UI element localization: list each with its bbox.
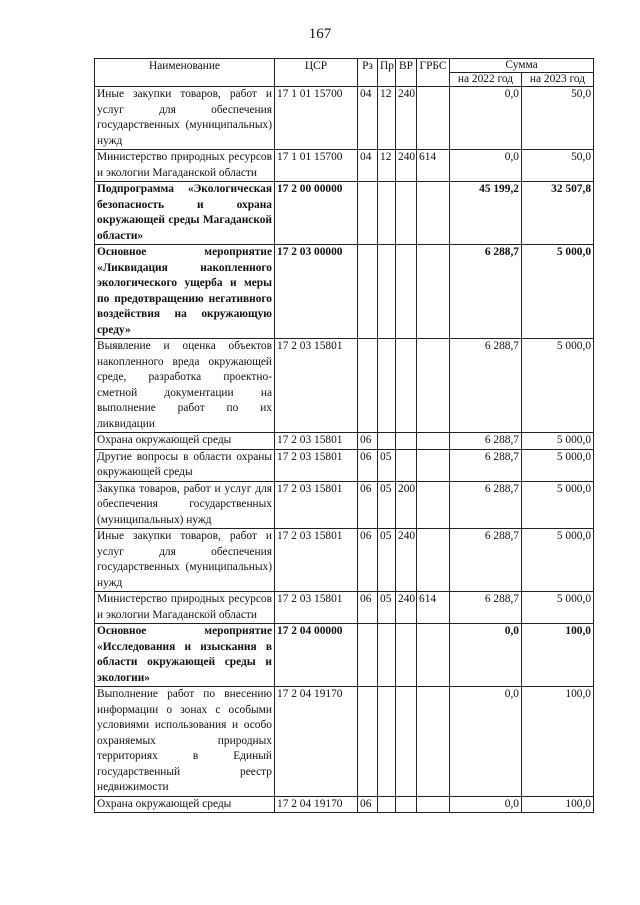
cell-grbs [417, 182, 450, 245]
cell-grbs [417, 87, 450, 150]
table-row [95, 687, 594, 797]
header-vr: ВР [396, 59, 417, 87]
cell-grbs [417, 245, 450, 339]
cell-name: Иные закупки товаров, работ и услуг для обеспечения государственных (муниципальных) нужд [95, 87, 275, 150]
cell-vr: 200 [396, 481, 417, 529]
cell-pr [378, 339, 396, 433]
table-row [95, 592, 594, 624]
page-number: 167 [308, 26, 332, 42]
cell-rz: 06 [358, 796, 378, 813]
cell-rz [358, 245, 378, 339]
cell-grbs [417, 687, 450, 797]
cell-vr [396, 796, 417, 813]
cell-grbs [417, 796, 450, 813]
cell-sum-2022: 0,0 [450, 624, 522, 687]
cell-sum-2022: 45 199,2 [450, 182, 522, 245]
cell-name: Выявление и оценка объектов накопленного вреда окружающей среде, разработка проектно-сметной документации на выполнение работ по их ликвидации [95, 339, 275, 433]
cell-grbs [417, 339, 450, 433]
cell-sum-2023: 32 507,8 [522, 182, 594, 245]
cell-csr: 17 1 01 15700 [275, 150, 358, 182]
table-body [95, 87, 594, 813]
cell-sum-2022: 6 288,7 [450, 529, 522, 592]
cell-pr [378, 245, 396, 339]
cell-sum-2022: 6 288,7 [450, 449, 522, 481]
cell-pr: 05 [378, 529, 396, 592]
cell-sum-2023: 5 000,0 [522, 449, 594, 481]
cell-vr [396, 687, 417, 797]
cell-rz: 06 [358, 529, 378, 592]
cell-vr: 240 [396, 150, 417, 182]
table-row [95, 150, 594, 182]
cell-rz: 06 [358, 449, 378, 481]
cell-rz: 06 [358, 481, 378, 529]
cell-sum-2023: 5 000,0 [522, 481, 594, 529]
cell-grbs: 614 [417, 150, 450, 182]
cell-rz: 04 [358, 150, 378, 182]
cell-vr: 240 [396, 592, 417, 624]
table-row [95, 87, 594, 150]
cell-sum-2023: 5 000,0 [522, 592, 594, 624]
cell-name: Основное мероприятие «Ликвидация накопленного экологического ущерба и меры по предотвращению негативного воздействия на окружающую среду» [95, 245, 275, 339]
cell-sum-2022: 0,0 [450, 687, 522, 797]
table-row [95, 624, 594, 687]
cell-rz: 06 [358, 433, 378, 450]
table-row [95, 449, 594, 481]
cell-pr: 12 [378, 87, 396, 150]
cell-sum-2022: 0,0 [450, 150, 522, 182]
cell-csr: 17 2 03 15801 [275, 449, 358, 481]
header-rz: Рз [358, 59, 378, 87]
cell-pr [378, 624, 396, 687]
cell-csr: 17 2 03 15801 [275, 592, 358, 624]
budget-table [94, 58, 594, 813]
table-row [95, 796, 594, 813]
cell-sum-2023: 50,0 [522, 150, 594, 182]
cell-csr: 17 2 03 15801 [275, 481, 358, 529]
cell-pr [378, 182, 396, 245]
cell-sum-2022: 6 288,7 [450, 481, 522, 529]
cell-csr: 17 2 03 15801 [275, 433, 358, 450]
cell-grbs [417, 481, 450, 529]
cell-sum-2023: 100,0 [522, 796, 594, 813]
cell-name: Основное мероприятие «Исследования и изыскания в области окружающей среды и экологии» [95, 624, 275, 687]
cell-vr [396, 245, 417, 339]
cell-csr: 17 1 01 15700 [275, 87, 358, 150]
cell-vr [396, 449, 417, 481]
cell-sum-2022: 6 288,7 [450, 592, 522, 624]
cell-sum-2022: 6 288,7 [450, 433, 522, 450]
header-grbs: ГРБС [417, 59, 450, 87]
cell-name: Выполнение работ по внесению информации о зонах с особыми условиями использования и особо охраняемых природных территориях в Единый государственный реестр недвижимости [95, 687, 275, 797]
cell-sum-2022: 0,0 [450, 87, 522, 150]
cell-pr: 12 [378, 150, 396, 182]
cell-grbs [417, 433, 450, 450]
cell-name: Охрана окружающей среды [95, 433, 275, 450]
cell-pr [378, 433, 396, 450]
cell-sum-2023: 5 000,0 [522, 529, 594, 592]
cell-name: Иные закупки товаров, работ и услуг для обеспечения государственных (муниципальных) нужд [95, 529, 275, 592]
cell-csr: 17 2 03 00000 [275, 245, 358, 339]
cell-sum-2023: 5 000,0 [522, 433, 594, 450]
cell-csr: 17 2 04 00000 [275, 624, 358, 687]
cell-sum-2023: 50,0 [522, 87, 594, 150]
cell-grbs [417, 529, 450, 592]
cell-rz [358, 182, 378, 245]
cell-pr: 05 [378, 481, 396, 529]
cell-rz [358, 687, 378, 797]
cell-grbs [417, 624, 450, 687]
cell-rz: 04 [358, 87, 378, 150]
cell-sum-2023: 100,0 [522, 624, 594, 687]
cell-pr: 05 [378, 592, 396, 624]
cell-sum-2023: 5 000,0 [522, 339, 594, 433]
cell-vr [396, 182, 417, 245]
cell-csr: 17 2 04 19170 [275, 687, 358, 797]
header-pr: Пр [378, 59, 396, 87]
header-name: Наименование [95, 59, 275, 87]
table-row [95, 245, 594, 339]
header-year-2023: на 2023 год [522, 73, 594, 87]
cell-pr [378, 796, 396, 813]
cell-grbs [417, 449, 450, 481]
cell-vr: 240 [396, 529, 417, 592]
cell-grbs: 614 [417, 592, 450, 624]
cell-pr [378, 687, 396, 797]
table-header [95, 59, 594, 87]
cell-sum-2023: 100,0 [522, 687, 594, 797]
cell-sum-2022: 0,0 [450, 796, 522, 813]
cell-sum-2022: 6 288,7 [450, 339, 522, 433]
header-csr: ЦСР [275, 59, 358, 87]
cell-name: Охрана окружающей среды [95, 796, 275, 813]
cell-name: Министерство природных ресурсов и экологии Магаданской области [95, 150, 275, 182]
cell-pr: 05 [378, 449, 396, 481]
cell-csr: 17 2 03 15801 [275, 529, 358, 592]
cell-sum-2022: 6 288,7 [450, 245, 522, 339]
cell-name: Закупка товаров, работ и услуг для обеспечения государственных (муниципальных) нужд [95, 481, 275, 529]
table-row [95, 529, 594, 592]
table-row [95, 182, 594, 245]
cell-vr: 240 [396, 87, 417, 150]
cell-vr [396, 433, 417, 450]
table-row [95, 339, 594, 433]
table-row [95, 481, 594, 529]
cell-name: Подпрограмма «Экологическая безопасность и охрана окружающей среды Магаданской области» [95, 182, 275, 245]
cell-rz [358, 624, 378, 687]
header-year-2022: на 2022 год [450, 73, 522, 87]
cell-name: Другие вопросы в области охраны окружающей среды [95, 449, 275, 481]
header-sum: Сумма [450, 59, 594, 73]
cell-vr [396, 624, 417, 687]
cell-rz [358, 339, 378, 433]
cell-vr [396, 339, 417, 433]
cell-csr: 17 2 00 00000 [275, 182, 358, 245]
cell-csr: 17 2 03 15801 [275, 339, 358, 433]
table-row [95, 433, 594, 450]
cell-rz: 06 [358, 592, 378, 624]
cell-sum-2023: 5 000,0 [522, 245, 594, 339]
cell-csr: 17 2 04 19170 [275, 796, 358, 813]
cell-name: Министерство природных ресурсов и экологии Магаданской области [95, 592, 275, 624]
